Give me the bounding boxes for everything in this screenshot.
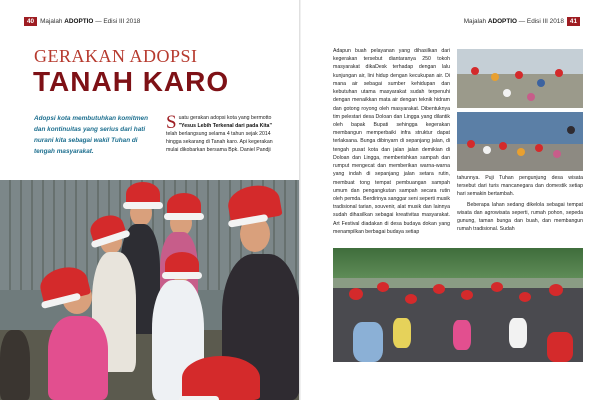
body-column-1: Adapun buah pelayanan yang dihasilkan dari kegerakan tersebut diantaranya 250 tokoh masyarakat dikaDesk terhadap dengan lalu kunjungan air, lini hidup dengan kecukupan air. Di mana air sebagai sumber kehidupan dan kebutuhan utama masyarakat sudah terpenuhi dengan menaikkan mata air dengan teknik hidram dan gotong royong oleh masyarakat. Dibentuknya tim pelestari desa Doloan dan Lingga yang dilantik oleh bapak Bupati sehingga kegerakan membangun memperbaiki infra struktur dapat terlaksana. Bunga dibinyarn di sepanjang jalan, di tengah pusat kota dan jalan jalan demikian di Doloan dan Lingga, memberishkan sampah dan rumput mengecat dan memberikan warna-warna yang indah di sepanjang jalan setara rutin, membuat tong tempat pembuangan sampah umum dan pengangkutan sampah secara rutin oleh pemda. Berdirinya sanggar seni seperti musik tradisional tarian, souvenir, alat musik dan lainnya sudah dihasilkan sebagai kreativitas masyarakat. Art Festival diadakan di desa budaya dokan yang menampilkan berbagai budaya setiap <box>333 48 450 235</box>
header-left <box>24 17 140 26</box>
photo-children-santa-hats <box>0 180 300 400</box>
page-number: 40 <box>24 17 37 26</box>
intro-paragraph: Suatu gerakan adopsi kota yang bermotto "Yesus Lebih Terkenal dari pada Kita" telah berlangsung selama 4 tahun sejak 2014 hingga sekarang di Tanah karo. Api kegerakan mulai dikobarkan bersama Bpk. Daniel Pandji <box>166 112 273 154</box>
motto: "Yesus Lebih Terkenal dari pada Kita" <box>178 123 272 130</box>
article-deck: Adopsi kota membutuhkan komitmen dan kontinuitas yang serius dari hati nurani kita sebagai wakil Tuhan di tengah masyarakat. <box>34 115 148 156</box>
dropcap: S <box>166 112 177 133</box>
magazine-name: Majalah ADOPTIO — Edisi III 2018 <box>463 18 564 25</box>
page-number: 41 <box>567 17 580 26</box>
photo-children-seated <box>457 112 583 171</box>
paragraph: tahunnya. Puji Tuhan pengunjung desa wisata tersebut dari turis mancanegara dan domestik setiap hari semakin bertambah. <box>457 175 583 198</box>
photo-crowd-santa-hats <box>333 248 583 362</box>
photo-outdoor-group <box>457 49 583 108</box>
header-right <box>464 17 580 26</box>
body-column-2 <box>457 174 583 234</box>
article-title: TANAH KARO <box>33 66 230 97</box>
article-kicker: GERAKAN ADOPSI <box>34 46 198 66</box>
paragraph: Beberapa lahan sedang dikelola sebagai tempat wisata dan agrowisata seperti, rumah pohon, sepeda gunung, taman bunga dan buah, dan membangun rumah tradisional. Sudah <box>457 201 583 233</box>
magazine-name: Majalah ADOPTIO — Edisi III 2018 <box>40 18 141 25</box>
